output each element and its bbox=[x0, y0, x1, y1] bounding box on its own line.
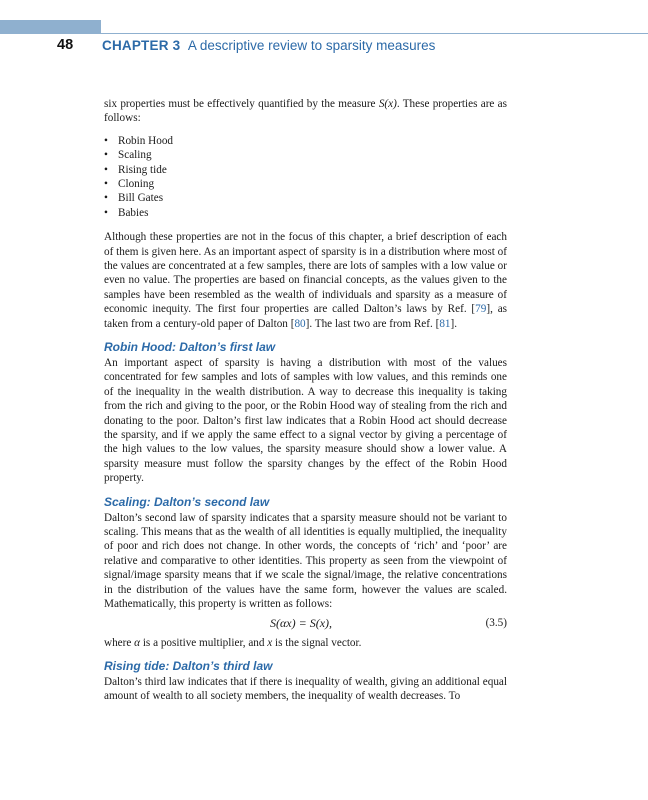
property-list bbox=[104, 134, 507, 220]
robin-hood-paragraph: An important aspect of sparsity is having a distribution with most of the values concentrated for few samples and lots of samples with low values, and this reminds one of the inequality in the wealth distribution. A way to decrease this inequality is taking from the rich and giving to the poor, or the Robin Hood way of stealing from the rich and donating to the poor. Dalton’s first law indicates that a Robin Hood act should decrease the sparsity, and if we apply the same effect to a signal vector by giving a percentage of the high values to the low values, the sparsity measure should show a lower value. A sparsity measure must follow the sparsity changes by the effect of the Robin Hood property. bbox=[104, 357, 507, 485]
page-number: 48 bbox=[57, 37, 74, 53]
running-header bbox=[0, 37, 648, 57]
where-paragraph: where α is a positive multiplier, and x is the signal vector. bbox=[104, 636, 362, 649]
rising-tide-paragraph: Dalton’s third law indicates that if there is inequality of wealth, giving an additional equal amount of wealth to all society members, the inequality of wealth decreases. To bbox=[104, 675, 507, 703]
overview-paragraph: Although these properties are not in the focus of this chapter, a brief description of each of them is given here. As an important aspect of sparsity is in a distribution where most of the values are concentrated at a few samples, there are lots of samples with a low value or even no value. The properties are based on financial concepts, as the values given to the samples have been resembled as the wealth of individuals and sparsity as a measure of economic inequity. The first four properties are called Dalton’s laws by Ref. [79], as taken from a century-old paper of Dalton [80]. The last two are from Ref. [81]. bbox=[104, 231, 508, 330]
scaling-equation: S(αx) = S(x), bbox=[270, 615, 333, 630]
header-rule bbox=[101, 33, 648, 34]
citation-link[interactable]: 79 bbox=[475, 303, 487, 316]
section-heading-scaling: Scaling: Dalton’s second law bbox=[104, 494, 270, 509]
equation-number: (3.5) bbox=[485, 616, 507, 629]
list-item: • Bill Gates bbox=[104, 192, 164, 205]
chapter-label bbox=[102, 38, 435, 53]
scaling-paragraph: Dalton’s second law of sparsity indicates that a sparsity measure should not be variant to scaling. This means that as the wealth of all identities is equally multiplied, the inequality of poor and rich does not change. In other words, the concepts of ‘rich’ and ‘poor’ are relative and comparative to other identities. This property as seen from the viewpoint of signal/image sparsity means that if we scale the signal/image, the relative concentrations in the distribution of the values have the same form, however the values are scaled. Mathematically, this property is written as follows: bbox=[104, 511, 507, 611]
equation-block bbox=[104, 614, 507, 636]
list-item: • Robin Hood bbox=[104, 134, 174, 147]
intro-paragraph: six properties must be effectively quantified by the measure S(x). These properties are as follows: bbox=[104, 98, 507, 125]
chapter-title: A descriptive review to sparsity measures bbox=[187, 38, 436, 53]
page-body bbox=[104, 97, 507, 704]
chapter-number: CHAPTER 3 bbox=[102, 38, 181, 53]
list-item: • Rising tide bbox=[104, 163, 167, 176]
list-item: • Scaling bbox=[104, 149, 152, 162]
section-heading-rising-tide: Rising tide: Dalton’s third law bbox=[104, 658, 273, 673]
list-item: • Babies bbox=[104, 206, 149, 219]
citation-link[interactable]: 81 bbox=[439, 317, 451, 330]
measure-symbol: S(x) bbox=[378, 98, 397, 110]
section-heading-robin-hood: Robin Hood: Dalton’s first law bbox=[104, 340, 276, 354]
citation-link[interactable]: 80 bbox=[294, 317, 306, 330]
list-item: • Cloning bbox=[104, 177, 155, 190]
header-color-band bbox=[0, 20, 101, 34]
